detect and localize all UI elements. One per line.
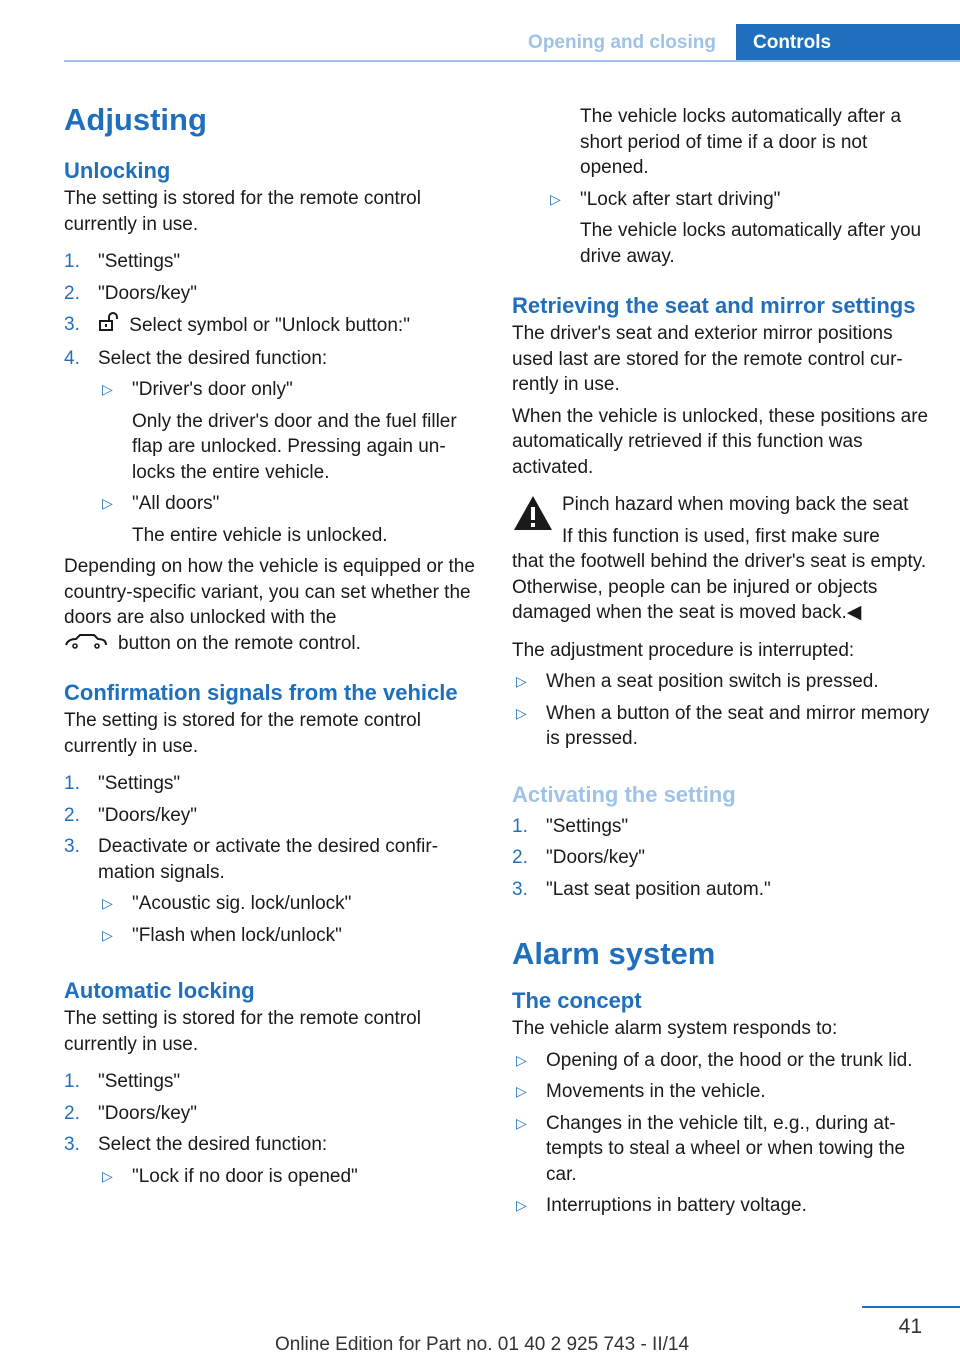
seat-p1: The driver's seat and exterior mirror positions used last are stored for the remote control currently in use. [512, 323, 903, 395]
auto-lock-continued [512, 104, 932, 269]
interrupt-list [512, 669, 932, 752]
list-item: 3. Deactivate or activate the desired confirmation signals. [64, 836, 439, 883]
confirmation-options [98, 891, 479, 948]
option-desc: The vehicle locks automatically after a short period of time if a door is not opened. [580, 106, 902, 178]
heading-unlocking: Unlocking [64, 158, 171, 183]
auto-lock-options [98, 1164, 479, 1190]
list-item: ▷ "Lock if no door is opened" [98, 1164, 479, 1190]
left-column [64, 100, 479, 1195]
list-item: 1. "Settings" [64, 251, 181, 272]
auto-lock-steps [64, 1069, 479, 1158]
list-item: 2. "Doors/key" [512, 847, 646, 868]
heading-seat-mirror: Retrieving the seat and mirror settings [512, 293, 916, 318]
warning-triangle-icon [512, 494, 554, 532]
section-title-alarm: Alarm system [512, 936, 716, 971]
header-chapter: Opening and closing [528, 32, 716, 53]
right-column [512, 104, 932, 1225]
footer-edition: Online Edition for Part no. 01 40 2 925 743 - II/14 [274, 1334, 690, 1355]
triangle-bullet-icon: ▷ [516, 1083, 527, 1099]
footer-rule [862, 1306, 960, 1308]
triangle-bullet-icon: ▷ [550, 190, 561, 207]
list-item: 2. "Doors/key" [64, 804, 198, 826]
confirmation-steps [64, 771, 479, 885]
warning-block [512, 492, 932, 626]
list-item: ▷ Opening of a door, the hood or the trunk lid. [512, 1048, 932, 1074]
unlock-icon [98, 312, 124, 340]
list-item: 4. Select the desired function: [64, 347, 328, 369]
list-item: 3. Select symbol or "Unlock button:" [64, 312, 479, 340]
activating-steps [512, 814, 932, 903]
warning-body: If this function is used, first make sure that the footwell behind the driver's seat is empty. Otherwise, people can be injured or objects damaged when the seat is moved back.◀ [512, 525, 927, 623]
unlocking-intro: The setting is stored for the remote control currently in use. [64, 188, 421, 235]
alarm-list [512, 1048, 932, 1219]
list-item: ▷ "Lock after start driving" [546, 187, 932, 213]
interrupt-intro: The adjustment procedure is interrupted: [512, 639, 855, 661]
seat-p2: When the vehicle is unlocked, these positions are automatically retrieved if this function was activated. [512, 405, 929, 478]
list-item: ▷ Movements in the vehicle. [512, 1079, 932, 1105]
unlocking-note: Depending on how the vehicle is equipped or the country-specific variant, you can set whether the doors are also unlocked with the button on the remote control. [64, 554, 479, 656]
heading-confirmation: Confirmation signals from the vehicle [64, 680, 458, 706]
triangle-bullet-icon: ▷ [516, 1197, 527, 1213]
heading-concept: The concept [512, 988, 642, 1013]
triangle-bullet-icon: ▷ [516, 1051, 527, 1068]
list-item: ▷ "All doors" The entire vehicle is unlocked. [98, 491, 479, 548]
unlocking-steps [64, 249, 479, 371]
alarm-intro: The vehicle alarm system responds to: [512, 1018, 838, 1039]
triangle-bullet-icon: ▷ [102, 1167, 113, 1184]
section-title-adjusting: Adjusting [64, 102, 207, 137]
triangle-bullet-icon: ▷ [102, 495, 113, 511]
option-desc: The entire vehicle is unlocked. [132, 524, 388, 546]
triangle-bullet-icon: ▷ [102, 895, 113, 912]
list-item: 3. "Last seat position autom." [512, 878, 771, 900]
triangle-bullet-icon: ▷ [102, 926, 113, 943]
unlocking-options [98, 377, 479, 548]
list-item: ▷ "Driver's door only" Only the driver's door and the fuel filler flap are unlocked. Pressing again unlocks the entire vehicle. [98, 377, 479, 485]
list-item: 1. "Settings" [64, 1071, 181, 1093]
list-item: ▷ "Acoustic sig. lock/unlock" [98, 891, 479, 917]
car-icon [64, 631, 108, 657]
list-item: 2. "Doors/key" [64, 1102, 198, 1124]
list-item: ▷ "Flash when lock/unlock" [98, 923, 479, 949]
list-item: 3. Select the desired function: [64, 1134, 328, 1156]
triangle-bullet-icon: ▷ [516, 673, 527, 689]
triangle-bullet-icon: ▷ [516, 1114, 527, 1131]
list-item: 2. "Doors/key" [64, 282, 198, 304]
list-item: ▷ When a seat position switch is pressed. [512, 669, 932, 695]
option-desc: The vehicle locks automatically after you drive away. [580, 220, 922, 267]
page-number: 41 [898, 1315, 922, 1338]
list-item: ▷ When a button of the seat and mirror memory is pressed. [516, 702, 930, 749]
triangle-bullet-icon: ▷ [102, 381, 113, 397]
header-rule [64, 60, 960, 62]
warning-title: Pinch hazard when moving back the seat [562, 494, 909, 515]
heading-activating: Activating the setting [512, 781, 736, 807]
heading-automatic-locking: Automatic locking [64, 978, 255, 1004]
list-item: 1. "Settings" [512, 815, 629, 837]
confirmation-intro: The setting is stored for the remote control currently in use. [64, 710, 421, 757]
triangle-bullet-icon: ▷ [516, 704, 527, 721]
option-desc: Only the driver's door and the fuel filler flap are unlocked. Pressing again unlocks the entire vehicle. [132, 410, 457, 483]
header-tab: Controls [736, 24, 960, 62]
list-item: ▷ Interruptions in battery voltage. [512, 1193, 932, 1219]
auto-lock-intro: The setting is stored for the remote control currently in use. [64, 1008, 421, 1055]
list-item: 1. "Settings" [64, 773, 181, 795]
list-item: ▷ Changes in the vehicle tilt, e.g., during attempts to steal a wheel or when towing the car. [516, 1112, 906, 1185]
